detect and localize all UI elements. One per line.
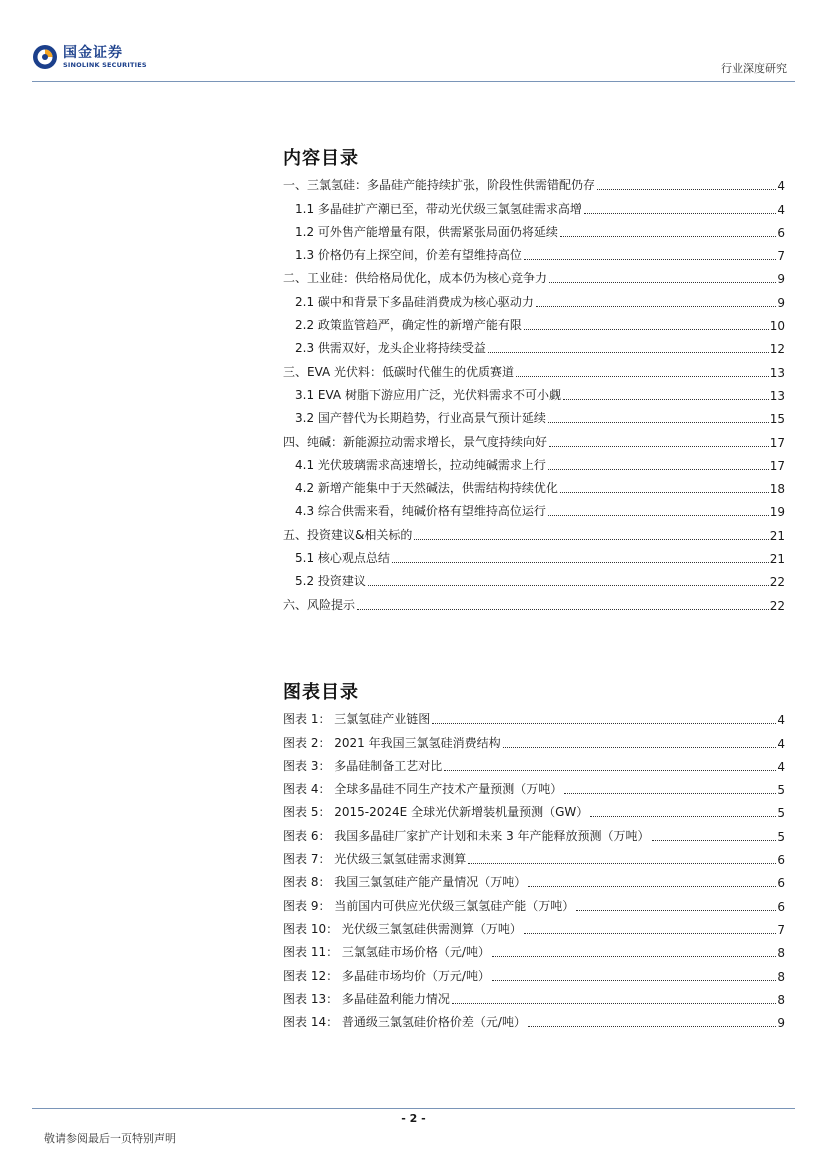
figure-entry-page: 6 bbox=[777, 853, 785, 868]
figure-entry-title: 图表 3： 多晶硅制备工艺对比 bbox=[283, 758, 443, 773]
company-logo bbox=[32, 44, 147, 70]
contents-entry[interactable] bbox=[283, 450, 785, 473]
figure-entry-title: 图表 10： 光伏级三氯氢硅供需测算（万吨） bbox=[283, 921, 522, 936]
contents-entry[interactable] bbox=[283, 286, 785, 309]
dot-leader bbox=[564, 792, 776, 794]
contents-entry[interactable] bbox=[283, 403, 785, 426]
figure-entry-page: 8 bbox=[777, 946, 785, 961]
figure-entry-title: 图表 2： 2021 年我国三氯氢硅消费结构 bbox=[283, 735, 501, 750]
contents-entry-page: 22 bbox=[769, 575, 785, 590]
figure-entry-page: 5 bbox=[777, 829, 785, 844]
contents-entry[interactable] bbox=[283, 496, 785, 519]
figure-entry[interactable] bbox=[283, 844, 785, 867]
dot-leader bbox=[549, 281, 776, 283]
figure-entry-page: 4 bbox=[777, 713, 785, 728]
figure-entry-title: 图表 4： 全球多晶硅不同生产技术产量预测（万吨） bbox=[283, 782, 563, 797]
figure-entry-title: 图表 8： 我国三氯氢硅产能产量情况（万吨） bbox=[283, 875, 527, 890]
logo-chinese-name: 国金证券 bbox=[63, 44, 123, 61]
contents-entry-title: 六、风险提示 bbox=[283, 597, 356, 612]
figure-entry-title: 图表 5： 2015-2024E 全球光伏新增装机量预测（GW） bbox=[283, 805, 589, 820]
disclaimer: 敬请参阅最后一页特别声明 bbox=[44, 1132, 176, 1145]
figure-entry-title: 图表 1： 三氯氢硅产业链图 bbox=[283, 712, 431, 727]
figure-entry-page: 4 bbox=[777, 759, 785, 774]
contents-entry-title: 2.1 碳中和背景下多晶硅消费成为核心驱动力 bbox=[295, 294, 534, 309]
contents-entry-page: 4 bbox=[777, 202, 785, 217]
contents-entry-page: 13 bbox=[769, 388, 785, 403]
contents-entry-page: 19 bbox=[769, 505, 785, 520]
figure-entry[interactable] bbox=[283, 751, 785, 774]
figure-entry-page: 6 bbox=[777, 899, 785, 914]
contents-entry-page: 18 bbox=[769, 482, 785, 497]
contents-entry-title: 3.2 国产替代为长期趋势，行业高景气预计延续 bbox=[295, 411, 546, 426]
dot-leader bbox=[548, 421, 769, 423]
dot-leader bbox=[492, 955, 776, 957]
dot-leader bbox=[468, 862, 776, 864]
contents-entry[interactable] bbox=[283, 333, 785, 356]
contents-entry[interactable] bbox=[283, 193, 785, 216]
contents-entry-page: 15 bbox=[769, 412, 785, 427]
contents-entry-title: 五、投资建议&相关标的 bbox=[283, 527, 413, 542]
contents-entry-page: 13 bbox=[769, 365, 785, 380]
dot-leader bbox=[452, 1002, 776, 1004]
dot-leader bbox=[563, 398, 769, 400]
figure-entry[interactable] bbox=[283, 984, 785, 1007]
contents-title: 内容目录 bbox=[283, 148, 359, 169]
figure-entry-page: 8 bbox=[777, 969, 785, 984]
dot-leader bbox=[548, 468, 769, 470]
contents-entry[interactable] bbox=[283, 519, 785, 542]
figures-title: 图表目录 bbox=[283, 682, 359, 703]
dot-leader bbox=[492, 979, 776, 981]
contents-entry[interactable] bbox=[283, 217, 785, 240]
figure-entry-title: 图表 12： 多晶硅市场均价（万元/吨） bbox=[283, 968, 490, 983]
contents-entry-title: 5.2 投资建议 bbox=[295, 574, 366, 589]
dot-leader bbox=[548, 514, 769, 516]
contents-entry-page: 21 bbox=[769, 552, 785, 567]
dot-leader bbox=[584, 212, 776, 214]
figure-entry[interactable] bbox=[283, 890, 785, 913]
figure-entry-page: 8 bbox=[777, 992, 785, 1007]
dot-leader bbox=[516, 375, 769, 377]
dot-leader bbox=[528, 885, 776, 887]
figure-entry-title: 图表 13： 多晶硅盈利能力情况 bbox=[283, 991, 450, 1006]
contents-entry-page: 12 bbox=[769, 342, 785, 357]
figure-entry[interactable] bbox=[283, 914, 785, 937]
figure-entry[interactable] bbox=[283, 820, 785, 843]
figure-entry-title: 图表 9： 当前国内可供应光伏级三氯氢硅产能（万吨） bbox=[283, 898, 575, 913]
dot-leader bbox=[503, 746, 777, 748]
dot-leader bbox=[560, 235, 776, 237]
contents-entry[interactable] bbox=[283, 589, 785, 612]
figure-entry-page: 7 bbox=[777, 922, 785, 937]
contents-entry[interactable] bbox=[283, 543, 785, 566]
logo-english-name: SINOLINK SECURITIES bbox=[63, 60, 147, 69]
dot-leader bbox=[560, 491, 769, 493]
contents-entry-title: 2.2 政策监管趋严，确定性的新增产能有限 bbox=[295, 318, 522, 333]
contents-list bbox=[283, 170, 785, 613]
contents-entry-page: 7 bbox=[777, 249, 785, 264]
contents-entry-title: 三、EVA 光伏料：低碳时代催生的优质赛道 bbox=[283, 364, 515, 379]
contents-entry-title: 一、三氯氢硅：多晶硅产能持续扩张，阶段性供需错配仍存 bbox=[283, 178, 596, 193]
contents-entry[interactable] bbox=[283, 426, 785, 449]
figure-entry[interactable] bbox=[283, 1007, 785, 1030]
figure-entry[interactable] bbox=[283, 727, 785, 750]
contents-entry-title: 2.3 供需双好，龙头企业将持续受益 bbox=[295, 341, 486, 356]
dot-leader bbox=[392, 561, 769, 563]
figure-entry[interactable] bbox=[283, 797, 785, 820]
contents-entry-page: 17 bbox=[769, 458, 785, 473]
dot-leader bbox=[524, 932, 776, 934]
contents-entry-title: 四、纯碱：新能源拉动需求增长，景气度持续向好 bbox=[283, 434, 548, 449]
contents-entry-title: 二、工业硅：供给格局优化，成本仍为核心竞争力 bbox=[283, 271, 548, 286]
dot-leader bbox=[432, 722, 776, 724]
contents-entry-title: 4.2 新增产能集中于天然碱法，供需结构持续优化 bbox=[295, 481, 558, 496]
dot-leader bbox=[444, 769, 776, 771]
figure-entry-page: 6 bbox=[777, 876, 785, 891]
contents-entry-page: 10 bbox=[769, 319, 785, 334]
contents-entry-title: 3.1 EVA 树脂下游应用广泛，光伏料需求不可小觑 bbox=[295, 387, 561, 402]
dot-leader bbox=[368, 584, 769, 586]
contents-entry-page: 17 bbox=[769, 435, 785, 450]
contents-entry-title: 4.3 综合供需来看，纯碱价格有望维持高位运行 bbox=[295, 504, 546, 519]
contents-entry-page: 22 bbox=[769, 598, 785, 613]
figure-entry-title: 图表 11： 三氯氢硅市场价格（元/吨） bbox=[283, 945, 490, 960]
dot-leader bbox=[576, 909, 776, 911]
figure-entry-title: 图表 6： 我国多晶硅厂家扩产计划和未来 3 年产能释放预测（万吨） bbox=[283, 828, 650, 843]
contents-entry[interactable] bbox=[283, 170, 785, 193]
contents-entry-page: 4 bbox=[777, 179, 785, 194]
page-header bbox=[32, 44, 795, 80]
contents-entry-page: 6 bbox=[777, 225, 785, 240]
figure-entry-page: 4 bbox=[777, 736, 785, 751]
logo-icon bbox=[32, 44, 58, 70]
figure-entry[interactable] bbox=[283, 960, 785, 983]
contents-entry[interactable] bbox=[283, 263, 785, 286]
dot-leader bbox=[528, 1025, 776, 1027]
report-type: 行业深度研究 bbox=[721, 62, 787, 75]
contents-entry[interactable] bbox=[283, 380, 785, 403]
page-number: - 2 - bbox=[401, 1112, 426, 1125]
figure-entry-page: 9 bbox=[777, 1016, 785, 1031]
contents-entry[interactable] bbox=[283, 240, 785, 263]
figure-entry[interactable] bbox=[283, 704, 785, 727]
contents-entry-page: 9 bbox=[777, 295, 785, 310]
dot-leader bbox=[488, 351, 769, 353]
figure-entry-title: 图表 14： 普通级三氯氢硅价格价差（元/吨） bbox=[283, 1015, 526, 1030]
footer-divider bbox=[32, 1108, 795, 1109]
contents-entry-page: 9 bbox=[777, 272, 785, 287]
contents-entry[interactable] bbox=[283, 566, 785, 589]
dot-leader bbox=[652, 839, 777, 841]
contents-entry-title: 1.2 可外售产能增量有限，供需紧张局面仍将延续 bbox=[295, 224, 558, 239]
figure-entry[interactable] bbox=[283, 867, 785, 890]
figure-entry-page: 5 bbox=[777, 806, 785, 821]
dot-leader bbox=[590, 815, 776, 817]
dot-leader bbox=[597, 188, 776, 190]
dot-leader bbox=[536, 305, 776, 307]
dot-leader bbox=[524, 258, 776, 260]
contents-entry-title: 1.3 价格仍有上探空间，价差有望维持高位 bbox=[295, 248, 522, 263]
contents-entry[interactable] bbox=[283, 473, 785, 496]
dot-leader bbox=[357, 608, 769, 610]
figure-entry[interactable] bbox=[283, 774, 785, 797]
contents-entry-title: 4.1 光伏玻璃需求高速增长，拉动纯碱需求上行 bbox=[295, 457, 546, 472]
figures-list bbox=[283, 704, 785, 1030]
figure-entry-title: 图表 7： 光伏级三氯氢硅需求测算 bbox=[283, 852, 467, 867]
dot-leader bbox=[524, 328, 769, 330]
contents-entry[interactable] bbox=[283, 356, 785, 379]
dot-leader bbox=[549, 445, 769, 447]
contents-entry-title: 5.1 核心观点总结 bbox=[295, 551, 390, 566]
contents-entry-title: 1.1 多晶硅扩产潮已至，带动光伏级三氯氢硅需求高增 bbox=[295, 201, 582, 216]
figure-entry[interactable] bbox=[283, 937, 785, 960]
contents-entry-page: 21 bbox=[769, 528, 785, 543]
contents-entry[interactable] bbox=[283, 310, 785, 333]
header-divider bbox=[32, 81, 795, 82]
dot-leader bbox=[414, 538, 768, 540]
figure-entry-page: 5 bbox=[777, 783, 785, 798]
